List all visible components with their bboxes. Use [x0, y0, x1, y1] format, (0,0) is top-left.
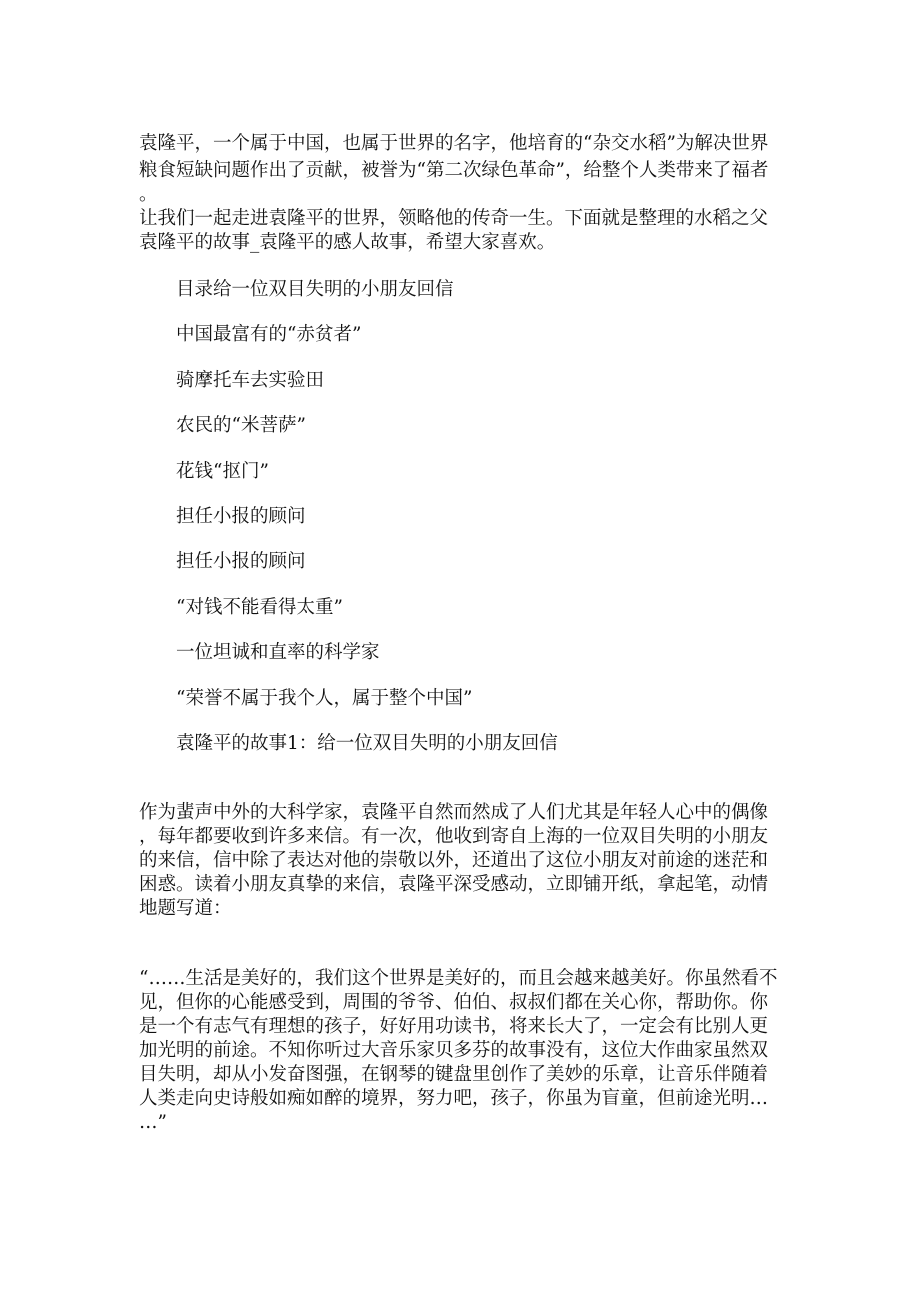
letter-line: “……生活是美好的，我们这个世界是美好的，而且会越来越美好。你虽然看不: [139, 968, 778, 989]
letter-line: 见，但你的心能感受到，周围的爷爷、伯伯、叔叔们都在关心你，帮助你。你: [139, 992, 769, 1013]
toc-item: 花钱“抠门”: [176, 461, 269, 482]
letter-line: 是一个有志气有理想的孩子，好好用功读书，将来长大了，一定会有比别人更: [139, 1016, 769, 1037]
intro-line: 袁隆平的故事_袁隆平的感人故事，希望大家喜欢。: [139, 232, 556, 253]
toc-item: 袁隆平的故事1：给一位双目失明的小朋友回信: [176, 733, 558, 754]
story-line: 困惑。读着小朋友真挚的来信，袁隆平深受感动，立即铺开纸，拿起笔，动情: [139, 874, 769, 895]
intro-line: 粮食短缺问题作出了贡献，被誉为“第二次绿色革命”，给整个人类带来了福者: [139, 160, 769, 181]
toc-item: “对钱不能看得太重”: [176, 597, 343, 618]
letter-line: …”: [139, 1112, 167, 1133]
toc-item: 骑摩托车去实验田: [176, 370, 325, 391]
story-line: 作为蜚声中外的大科学家，袁隆平自然而然成了人们尤其是年轻人心中的偶像: [139, 802, 769, 823]
story-line: 地题写道：: [139, 898, 232, 919]
story-line: 的来信，信中除了表达对他的崇敬以外，还道出了这位小朋友对前途的迷茫和: [139, 850, 769, 871]
story-line: ，每年都要收到许多来信。有一次，他收到寄自上海的一位双目失明的小朋友: [139, 826, 769, 847]
toc-item: “荣誉不属于我个人，属于整个中国”: [176, 688, 473, 709]
toc-item: 中国最富有的“赤贫者”: [176, 324, 362, 345]
intro-line: 。: [139, 184, 158, 205]
toc-item: 担任小报的顾问: [176, 551, 306, 572]
toc-item: 担任小报的顾问: [176, 506, 306, 527]
letter-line: 加光明的前途。不知你听过大音乐家贝多芬的故事没有，这位大作曲家虽然双: [139, 1040, 769, 1061]
letter-line: 人类走向史诗般如痴如醉的境界，努力吧，孩子，你虽为盲童，但前途光明…: [139, 1088, 769, 1109]
intro-line: 让我们一起走进袁隆平的世界，领略他的传奇一生。下面就是整理的水稻之父: [139, 208, 769, 229]
intro-line: 袁隆平，一个属于中国，也属于世界的名字，他培育的“杂交水稻”为解决世界: [139, 133, 769, 154]
toc-item: 目录给一位双目失明的小朋友回信: [176, 279, 454, 300]
toc-item: 一位坦诚和直率的科学家: [176, 642, 380, 663]
letter-line: 目失明，却从小发奋图强，在钢琴的键盘里创作了美妙的乐章，让音乐伴随着: [139, 1064, 769, 1085]
toc-item: 农民的“米菩萨”: [176, 415, 306, 436]
